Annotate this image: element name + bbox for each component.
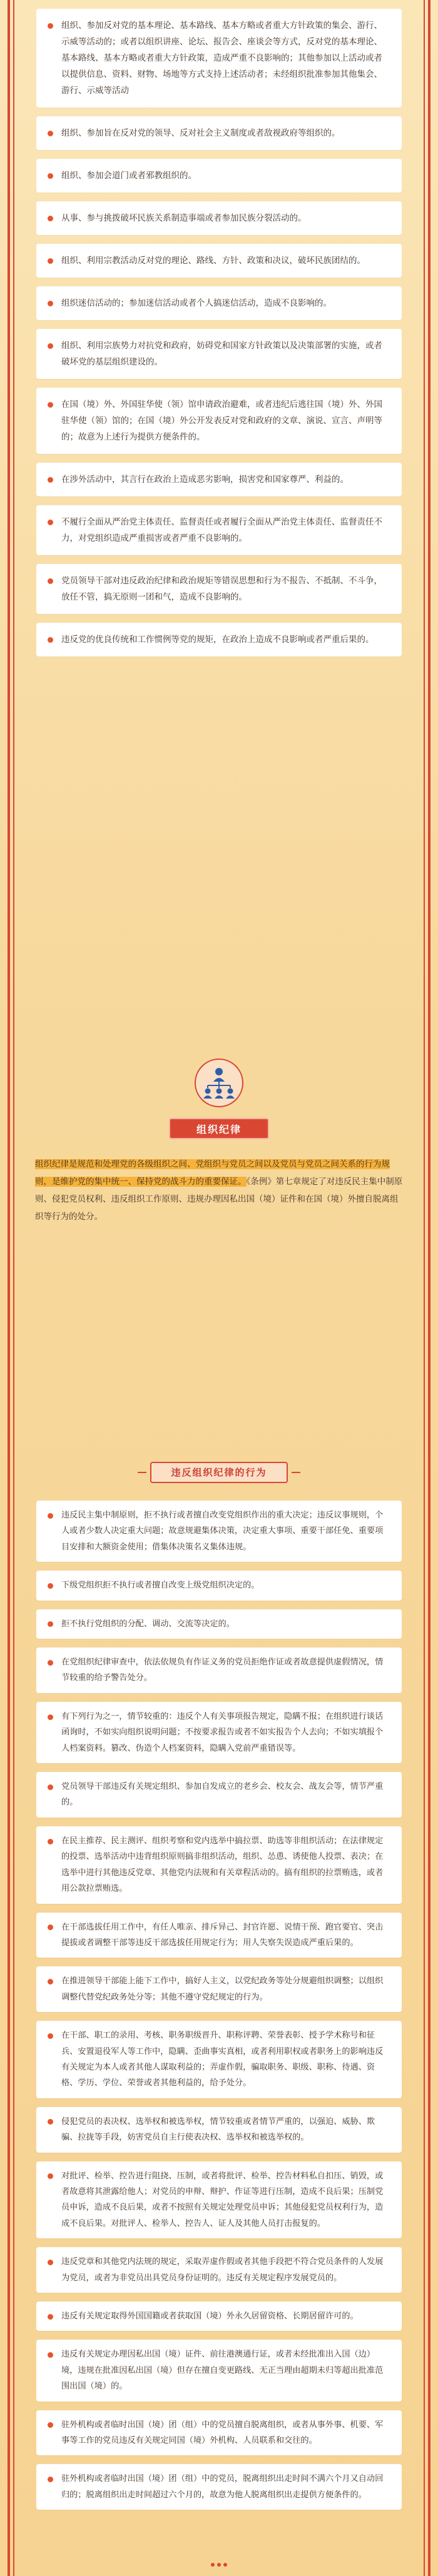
bullet-dot-icon <box>48 1714 53 1720</box>
list-item-text: 党员领导干部对违反政治纪律和政治规矩等错误思想和行为不报告、不抵制、不斗争，放任不管，搞无原则一团和气，造成不良影响的。 <box>61 576 382 602</box>
list-item <box>36 1702 402 1763</box>
list-item <box>36 201 402 235</box>
list-item <box>36 159 402 193</box>
list-item-text: 违反党的优良传统和工作惯例等党的规矩，在政治上造成不良影响或者严重后果的。 <box>61 635 374 645</box>
list-item <box>36 2302 402 2331</box>
bullet-dot-icon <box>48 1660 53 1666</box>
political-discipline-list <box>23 9 415 657</box>
list-item <box>36 2464 402 2510</box>
list-item-text: 在国（境）外、外国驻华使（领）馆申请政治避难，或者违纪后逃往国（境）外、外国驻华使（领）馆的；在国（境）外公开发表反对党和政府的文章、演说、宣言、声明等的；故意为上述行为提供方便条件的。 <box>61 400 382 442</box>
section-title: 组织纪律 <box>169 1118 269 1139</box>
list-item <box>36 388 402 454</box>
list-item-text: 在推进领导干部能上能下工作中，搞好人主义，以党纪政务等处分规避组织调整；以组织调整代替党纪政务处分等；其他不遵守党纪规定的行为。 <box>61 1976 384 2002</box>
bullet-dot-icon <box>48 2260 53 2265</box>
bullet-dot-icon <box>48 1979 53 1985</box>
bullet-dot-icon <box>48 2173 53 2179</box>
list-item <box>36 2410 402 2456</box>
list-item <box>36 286 402 320</box>
list-item <box>36 1609 402 1639</box>
list-item-text: 组织、参加会道门或者邪教组织的。 <box>61 171 196 181</box>
list-item-text: 在干部、职工的录用、考核、职务职级晋升、职称评聘、荣誉表彰、授予学术称号和征兵、安置退役军人等工作中，隐瞒、歪曲事实真相，或者利用职权或者职务上的影响违反有关规定为本人或者其他人谋取利益的；弄虚作假，骗取职务、职级、职称、待遇、资格、学历、学位、荣誉或者其他利益的，给予处分。 <box>61 2031 384 2088</box>
bullet-dot-icon <box>48 2477 53 2482</box>
footer-dots <box>210 2562 228 2567</box>
list-item-text: 有下列行为之一，情节较重的：违反个人有关事项报告规定，隐瞒不报；在组织进行谈话函询时，不如实向组织说明问题；不按要求报告或者不如实报告个人去向；不如实填报个人档案资料。篡改、伪造个人档案资料，隐瞒入党前严重错误等。 <box>61 1711 384 1753</box>
list-item <box>36 463 402 496</box>
list-item-text: 在党组织纪律审查中，依法依规负有作证义务的党员拒绝作证或者故意提供虚假情况，情节较重的给予警告处分。 <box>61 1658 384 1683</box>
list-item <box>36 9 402 108</box>
list-item <box>36 1772 402 1818</box>
list-item <box>36 2021 402 2098</box>
list-item <box>36 1966 402 2012</box>
bullet-dot-icon <box>48 301 53 306</box>
intro-highlight: 组织纪律是规范和处理党的各级组织之间、党组织与党员之间以及党员与党员之间关系的行为规则，是维护党的集中统一、保持党的战斗力的重要保证。 <box>35 1159 390 1187</box>
list-item <box>36 623 402 657</box>
bullet-dot-icon <box>48 477 53 483</box>
bullet-dot-icon <box>48 131 53 136</box>
bullet-dot-icon <box>48 23 53 29</box>
list-item-text: 组织、利用宗族势力对抗党和政府，妨碍党和国家方针政策以及决策部署的实施，或者破坏党的基层组织建设的。 <box>61 341 382 367</box>
bullet-dot-icon <box>48 1784 53 1790</box>
list-item-text: 对批评、检举、控告进行阻挠、压制，或者将批评、检举、控告材料私自扣压、销毁，或者故意将其泄露给他人；对党员的申辩、辩护、作证等进行压制，造成不良后果；压制党员申诉，造成不良后果，或者不按照有关规定处理党员申诉；其他侵犯党员权利行为，造成不良后果。对批评人、检举人、控告人、证人及其他人员打击报复的。 <box>61 2171 384 2228</box>
list-item-text: 下级党组织拒不执行或者擅自改变上级党组织决定的。 <box>61 1581 260 1591</box>
bullet-dot-icon <box>48 216 53 221</box>
bullet-dot-icon <box>48 2352 53 2358</box>
bullet-dot-icon <box>48 520 53 525</box>
list-item-text: 在民主推荐、民主测评、组织考察和党内选举中搞拉票、助选等非组织活动；在法律规定的投票、选举活动中违背组织原则搞非组织活动，组织、怂恿、诱使他人投票、表决；在选举中进行其他违反党章、其他党内法规和有关章程活动的。搞有组织的拉票贿选，或者用公款拉票贿选。 <box>61 1836 384 1894</box>
list-item-text: 拒不执行党组织的分配、调动、交流等决定的。 <box>61 1619 235 1629</box>
list-item <box>36 505 402 555</box>
list-item-text: 驻外机构或者临时出国（境）团（组）中的党员擅自脱离组织，或者从事外事、机要、军事等工作的党员违反有关规定同国（境）外机构、人员联系和交往的。 <box>61 2420 384 2446</box>
list-item <box>36 1501 402 1562</box>
list-item-text: 不履行全面从严治党主体责任、监督责任或者履行全面从严治党主体责任、监督责任不力，对党组织造成严重损害或者严重不良影响的。 <box>61 517 382 543</box>
list-item-text: 违反党章和其他党内法规的规定，采取弄虚作假或者其他手段把不符合党员条件的人发展为党员，或者为非党员出具党员身份证明的。违反有关规定程序发展党员的。 <box>61 2257 384 2283</box>
list-item-text: 组织迷信活动的；参加迷信活动或者个人搞迷信活动，造成不良影响的。 <box>61 298 332 308</box>
organizational-discipline-list <box>23 1501 415 2510</box>
list-item-text: 从事、参与挑拨破坏民族关系制造事端或者参加民族分裂活动的。 <box>61 213 307 223</box>
list-item <box>36 1826 402 1904</box>
list-item-text: 违反有关规定取得外国国籍或者获取国（境）外永久居留资格、长期居留许可的。 <box>61 2312 359 2321</box>
intro-rest: 《条例》第七章规定了对违反民主集中制原则、侵犯党员权利、违反组织工作原则、违规办理因私出国（境）证件和在国（境）外擅自脱离组织等行为的处分。 <box>35 1177 403 1222</box>
bullet-dot-icon <box>48 1583 53 1589</box>
list-item-text: 在涉外活动中，其言行在政治上造成恶劣影响，损害党和国家尊严、利益的。 <box>61 475 349 485</box>
bullet-dot-icon <box>48 637 53 643</box>
bullet-dot-icon <box>48 258 53 264</box>
list-item <box>36 2340 402 2401</box>
list-item <box>36 1571 402 1600</box>
bullet-dot-icon <box>48 578 53 584</box>
subtitle-banner: 违反组织纪律的行为 <box>150 1462 288 1483</box>
list-item-text: 党员领导干部违反有关规定组织、参加自发成立的老乡会、校友会、战友会等，情节严重的。 <box>61 1782 384 1808</box>
list-item <box>36 1913 402 1958</box>
list-item-text: 组织、利用宗教活动反对党的理论、路线、方针、政策和决议，破坏民族团结的。 <box>61 256 365 266</box>
bullet-dot-icon <box>48 343 53 349</box>
list-item-text: 组织、参加旨在反对党的领导、反对社会主义制度或者敌视政府等组织的。 <box>61 128 340 138</box>
bullet-dot-icon <box>48 2422 53 2428</box>
list-item <box>36 116 402 150</box>
list-item-text: 组织、参加反对党的基本理论、基本路线、基本方略或者重大方针政策的集会、游行、示威等活动的；或者以组织讲座、论坛、报告会、座谈会等方式，反对党的基本理论、基本路线、基本方略或者重大方针政策，造成严重不良影响的；其他参加以上活动或者以提供信息、资料、财物、场地等方式支持上述活动者；未经组织批准参加其他集会、游行、示威等活动 <box>61 21 382 96</box>
bullet-dot-icon <box>48 2033 53 2039</box>
list-item <box>36 244 402 278</box>
left-frame-border <box>8 0 19 2576</box>
bullet-dot-icon <box>48 1513 53 1519</box>
list-item <box>36 564 402 614</box>
list-item <box>36 1648 402 1693</box>
list-item <box>36 2161 402 2239</box>
bullet-dot-icon <box>48 173 53 179</box>
bullet-dot-icon <box>48 1924 53 1930</box>
right-frame-border <box>419 0 430 2576</box>
list-item <box>36 329 402 379</box>
bullet-dot-icon <box>48 402 53 408</box>
bullet-dot-icon <box>48 1621 53 1627</box>
list-item-text: 侵犯党员的表决权、选举权和被选举权，情节较重或者情节严重的，以强迫、威胁、欺骗、拉拢等手段，妨害党员自主行使表决权、选举权和被选举权的。 <box>61 2116 375 2143</box>
list-item-text: 违反民主集中制原则，拒不执行或者擅自改变党组织作出的重大决定；违反议事规则，个人或者少数人决定重大问题；故意规避集体决策，决定重大事项、重要干部任免、重要项目安排和大额资金使用；借集体决策名义集体违规。 <box>61 1511 384 1552</box>
list-item <box>36 2247 402 2293</box>
bullet-dot-icon <box>48 1839 53 1844</box>
list-item <box>36 2107 402 2153</box>
list-item-text: 违反有关规定办理因私出国（境）证件、前往港澳通行证，或者未经批准出入国（边）境，违规在批准因私出国（境）但存在擅自变更路线、无正当理由超期未归等超出批准范围出国（境）的。 <box>61 2350 384 2392</box>
list-item-text: 驻外机构或者临时出国（境）团（组）中的党员，脱离组织出走时间不满六个月又自动回归的；脱离组织出走时间超过六个月的，故意为他人脱离组织出走提供方便条件的。 <box>61 2474 384 2500</box>
bullet-dot-icon <box>48 2119 53 2125</box>
bullet-dot-icon <box>48 2314 53 2320</box>
org-structure-icon <box>194 1058 244 1108</box>
intro-paragraph <box>35 1155 404 1225</box>
list-item-text: 在干部选拔任用工作中，有任人唯亲、排斥异己、封官许愿、说情干预、跑官要官、突击提拔或者调整干部等违反干部选拔任用规定行为；用人失察失误造成严重后果的。 <box>61 1922 384 1948</box>
